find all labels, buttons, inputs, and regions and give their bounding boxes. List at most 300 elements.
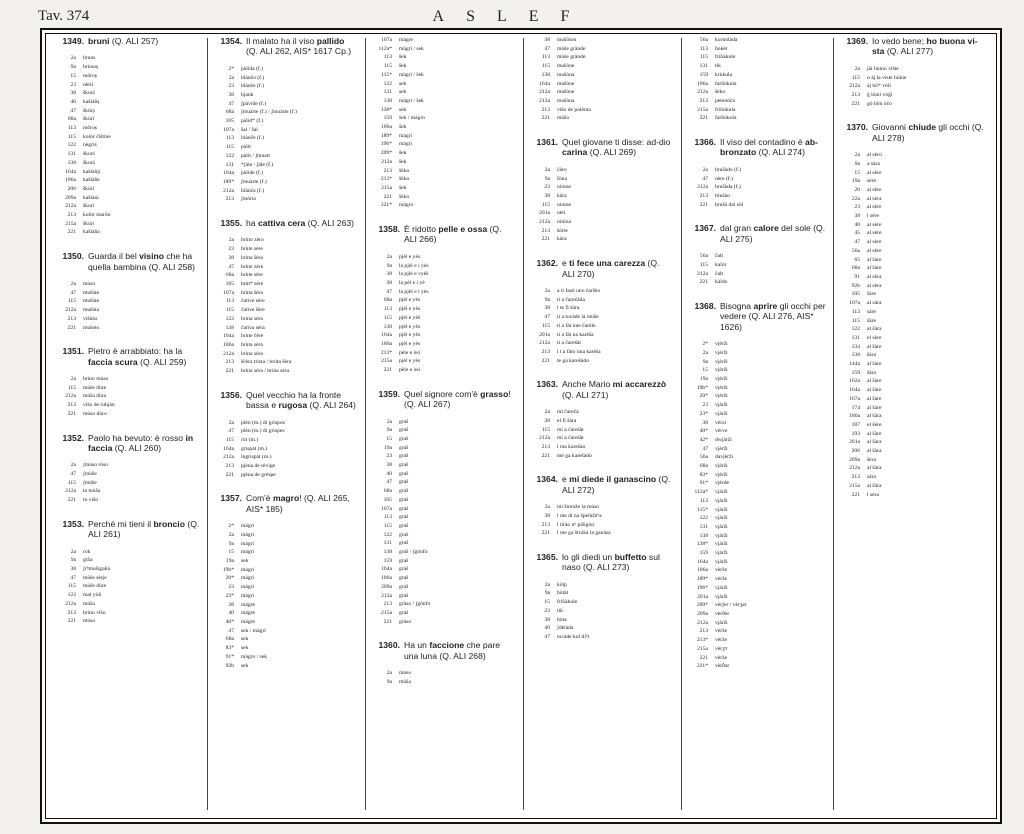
dialect-form: kolòr čištine: [83, 133, 111, 140]
location-code: 221: [67, 324, 76, 331]
entry-question: [88, 251, 200, 272]
location-code: 212a: [65, 488, 76, 495]
entry-title: [684, 223, 836, 244]
dialect-form: graš: [399, 566, 409, 573]
location-code: 2*: [228, 523, 234, 530]
question-text: Bisogna: [720, 300, 754, 311]
dialect-form: graš: [399, 583, 409, 590]
location-code: 115: [383, 522, 392, 529]
entry-question: [88, 36, 200, 46]
location-code: 221: [851, 100, 860, 107]
response-row: [526, 106, 678, 115]
dialect-form: mušùta: [83, 307, 100, 314]
location-code: 164a: [381, 566, 392, 573]
dialect-form: mušòna: [557, 97, 575, 104]
dialect-form: la pjèl e i yès: [399, 262, 429, 269]
location-code: 201a: [697, 593, 708, 600]
location-code: 215a: [697, 645, 708, 652]
dialect-form: škurś: [83, 90, 95, 97]
location-code: 193: [851, 430, 860, 437]
dialect-form: pèle e òsi: [399, 349, 421, 356]
entry-number: 1352.: [62, 432, 84, 443]
entry-question: [88, 519, 200, 540]
entry: [210, 36, 362, 204]
location-code: 2a: [228, 74, 234, 81]
location-code: 9a: [544, 175, 550, 182]
dialect-form: la pjèl e vyèš: [399, 271, 429, 278]
response-row: [368, 487, 520, 496]
response-row: [368, 340, 520, 349]
location-code: 162a: [849, 378, 860, 385]
dialect-form: šàra: [867, 352, 877, 359]
entry-title: [210, 390, 362, 411]
dialect-form: ʃpàvide (f.): [241, 100, 267, 107]
location-code: 68a: [383, 488, 392, 495]
location-code: 38: [70, 90, 76, 97]
dialect-form: graš: [399, 531, 409, 538]
dialect-form: mùša: [399, 678, 411, 685]
response-row: [836, 334, 988, 343]
location-code: 112a*: [378, 45, 392, 52]
response-row: [684, 80, 836, 89]
response-row: [52, 194, 204, 203]
response-row: [368, 62, 520, 71]
location-code: 206: [851, 448, 860, 455]
location-code: 212a: [539, 340, 550, 347]
response-row: [52, 168, 204, 177]
response-row: [368, 444, 520, 453]
location-code: 2a: [70, 55, 76, 62]
entry-responses: [368, 669, 520, 686]
location-code: 47: [544, 314, 550, 321]
response-row: [52, 176, 204, 185]
location-code: 215a: [697, 106, 708, 113]
location-code: 215a: [65, 220, 76, 227]
location-code: 221: [225, 368, 234, 375]
location-code: 20: [854, 186, 860, 193]
dialect-form: šèko: [399, 193, 410, 200]
location-code: 22a: [851, 195, 860, 202]
dialect-form: brušàda (f.): [715, 184, 741, 191]
dialect-form: vjèrži: [715, 376, 728, 383]
location-code: 131: [851, 334, 860, 341]
dialect-form: nèti: [557, 210, 566, 217]
column: [210, 36, 362, 812]
dialect-form: pjèna de rèvìge: [241, 463, 276, 470]
location-code: 201a: [849, 439, 860, 446]
location-code: 221: [699, 279, 708, 286]
dialect-form: pàlid* (f.): [241, 118, 264, 125]
entry-number: 1364.: [536, 474, 558, 485]
response-row: [52, 159, 204, 168]
keyword: ti fece una carezza: [569, 258, 646, 269]
response-row: [210, 254, 362, 263]
dialect-form: pjèl e yès: [399, 323, 421, 330]
location-code: 122: [383, 531, 392, 538]
response-row: [684, 514, 836, 523]
location-code: 9a: [70, 557, 76, 564]
response-row: [684, 445, 836, 454]
response-row: [210, 574, 362, 583]
entry-question: [404, 389, 516, 410]
dialect-form: kaštàña: [83, 229, 100, 236]
location-code: 138: [699, 532, 708, 539]
location-code: 209a: [65, 194, 76, 201]
entry-title: [210, 218, 362, 228]
response-row: [836, 473, 988, 482]
dialect-form: l me ga štrukà la ganàsa: [557, 530, 611, 537]
location-code: 15: [702, 367, 708, 374]
location-code: 19a: [851, 178, 860, 185]
response-row: [836, 299, 988, 308]
dialect-form: màgri: [241, 531, 255, 538]
entry-title: [52, 251, 204, 272]
location-code: 2a: [386, 418, 392, 425]
location-code: 68a: [225, 272, 234, 279]
question-text: Com'è: [246, 493, 273, 504]
response-row: [368, 253, 520, 262]
location-code: 115: [851, 317, 860, 324]
entry: [52, 433, 204, 505]
location-code: 189*: [380, 132, 392, 139]
dialect-form: mušùte: [83, 298, 100, 305]
location-code: 212a: [65, 393, 76, 400]
question-text: che pare una luna: [404, 640, 501, 661]
question-text: gli occhi per vedere: [720, 300, 826, 322]
dialect-form: farñòkola: [715, 115, 737, 122]
response-row: [684, 488, 836, 497]
location-code: 144a: [849, 361, 860, 368]
location-code: 164a: [223, 333, 234, 340]
location-code: 212a: [65, 203, 76, 210]
keyword: chiude: [908, 122, 937, 133]
dialect-form: ščèra trista / brùta šèra: [241, 359, 292, 366]
location-code: 221: [67, 618, 76, 625]
location-code: 113: [541, 54, 550, 61]
location-code: 38: [544, 305, 550, 312]
response-row: [836, 74, 988, 83]
location-code: 23*: [699, 410, 708, 417]
entry-number: 1356.: [220, 389, 242, 400]
keyword: grasso: [480, 388, 509, 399]
response-row: [210, 462, 362, 471]
dialect-form: al sèra: [867, 273, 882, 280]
dialect-form: čàro: [557, 166, 567, 173]
keyword: carina: [562, 147, 588, 158]
dialect-form: šàra: [867, 369, 877, 376]
response-row: [526, 209, 678, 218]
response-row: [836, 91, 988, 100]
response-row: [52, 297, 204, 306]
location-code: 2a: [70, 376, 76, 383]
response-row: [210, 445, 362, 454]
response-row: [684, 261, 836, 270]
location-code: 215a: [381, 184, 392, 191]
response-row: [210, 187, 362, 196]
location-code: 105: [383, 496, 392, 503]
dialect-form: el sère: [867, 334, 882, 341]
dialect-form: dwjàrži: [715, 436, 732, 443]
response-row: [836, 247, 988, 256]
question-text: Il viso del contadino è: [720, 137, 806, 148]
entry-number: 1368.: [694, 300, 716, 311]
location-code: 38: [702, 419, 708, 426]
location-code: 56a: [699, 37, 708, 43]
location-code: 105: [225, 280, 234, 287]
dialect-form: nère (f.): [715, 175, 734, 182]
location-code: 20*: [699, 393, 708, 400]
response-row: [684, 636, 836, 645]
entry: [526, 258, 678, 365]
entry: [836, 122, 988, 499]
dialect-form: mi a čarešàt: [557, 435, 584, 442]
dialect-form: brušàdo (f.): [715, 166, 742, 173]
dialect-form: sek: [399, 80, 407, 87]
dialect-form: krùkula: [715, 71, 733, 78]
dialect-form: šòrte: [557, 227, 568, 234]
dialect-form: ti a tocàde la mùše: [557, 314, 599, 321]
dialect-form: àj bò* vòli: [867, 83, 891, 90]
location-code: 138*: [696, 541, 708, 548]
location-code: 47: [386, 288, 392, 295]
dialect-form: pàlit / ʃmuatt: [241, 152, 270, 159]
location-code: 206: [67, 185, 76, 192]
dialect-form: mòroș: [83, 125, 97, 132]
dialect-form: vjèrži: [715, 358, 728, 365]
location-code: 212a: [849, 465, 860, 472]
dialect-form: kolòr marón: [83, 212, 111, 219]
response-row: [52, 479, 204, 488]
response-row: [368, 366, 520, 375]
dialect-form: mùše dùre: [83, 583, 107, 590]
dialect-form: mušòne: [557, 63, 575, 70]
dialect-form: al sère: [867, 239, 882, 246]
dialect-form: mi čarečà: [557, 409, 579, 416]
location-code: 9a: [544, 296, 550, 303]
dialect-form: al šàre: [867, 395, 882, 402]
dialect-form: vjàrži: [715, 410, 728, 417]
response-row: [368, 548, 520, 557]
location-code: 113: [699, 45, 708, 52]
location-code: 213: [383, 167, 392, 174]
location-code: 131: [699, 523, 708, 530]
response-row: [210, 557, 362, 566]
response-row: [684, 427, 836, 436]
response-row: [836, 317, 988, 326]
response-row: [368, 669, 520, 678]
response-row: [526, 88, 678, 97]
location-code: 213: [541, 521, 550, 528]
dialect-form: màgri / šek: [399, 97, 424, 104]
location-code: 23: [702, 402, 708, 409]
question-text: e: [562, 258, 570, 269]
dialect-form: škùrș: [83, 107, 95, 114]
response-row: [52, 461, 204, 470]
dialect-form: al šàra: [867, 482, 882, 489]
column: [526, 36, 678, 812]
response-row: [210, 453, 362, 462]
keyword: cattiva cera: [257, 218, 306, 229]
response-row: [836, 221, 988, 230]
dialect-form: šek: [399, 158, 407, 165]
response-row: [368, 583, 520, 592]
location-code: 23: [228, 584, 234, 591]
location-code: 212a: [539, 219, 550, 226]
response-row: [526, 80, 678, 89]
dialect-form: pjèl e yès: [399, 340, 421, 347]
location-code: 2a: [70, 548, 76, 555]
dialect-form: a sàra: [867, 160, 880, 167]
location-code: 115: [541, 322, 550, 329]
dialect-form: gràso: [399, 618, 412, 625]
location-code: 38: [386, 462, 392, 469]
location-code: 68a: [851, 265, 860, 272]
dialect-form: pèle e òsi: [399, 367, 421, 374]
response-row: [684, 88, 836, 97]
response-row: [52, 591, 204, 600]
dialect-form: kàldo: [715, 279, 728, 286]
response-row: [684, 201, 836, 210]
location-code: 212a: [539, 435, 550, 442]
dialect-form: vèrže: [715, 628, 728, 635]
source-reference: (Q. ALI 263): [307, 218, 354, 229]
location-code: 209*: [380, 150, 392, 157]
location-code: 164a: [849, 387, 860, 394]
source-reference: (Q. ALI 266): [404, 224, 502, 245]
response-row: [526, 633, 678, 642]
response-row: [368, 201, 520, 210]
dialect-form: mùše dùre: [83, 384, 107, 391]
response-row: [210, 74, 362, 83]
response-row: [210, 117, 362, 126]
response-row: [368, 270, 520, 279]
dialect-form: ta mùša: [83, 488, 101, 495]
response-row: [836, 177, 988, 186]
dialect-form: màgri: [241, 549, 255, 556]
dialect-form: vjàrži: [715, 558, 728, 565]
response-row: [526, 62, 678, 71]
response-row: [684, 471, 836, 480]
entry-number: 1359.: [378, 388, 400, 399]
location-code: 186a: [849, 413, 860, 420]
source-reference: (Q. ALI 259): [140, 356, 187, 367]
dialect-form: al šàre: [867, 265, 882, 272]
dialect-form: màgro / sek: [241, 653, 268, 660]
dialect-form: al sèro: [867, 152, 882, 159]
response-row: [526, 296, 678, 305]
keyword: broncio: [153, 518, 185, 529]
response-row: [368, 600, 520, 609]
dialect-form: friñòkula: [715, 106, 736, 113]
location-code: 113: [225, 135, 234, 142]
location-code: 2a: [702, 166, 708, 173]
location-code: 107a: [849, 300, 860, 307]
location-code: 2a: [70, 280, 76, 287]
location-code: 113: [383, 306, 392, 313]
keyword: visino: [139, 251, 164, 262]
dialect-form: vjàrži: [715, 550, 728, 557]
dialect-form: graš / ʃgònfo: [399, 549, 428, 556]
dialect-form: pàlida (f.): [241, 65, 264, 72]
response-row: [52, 617, 204, 626]
response-row: [368, 565, 520, 574]
location-code: 213*: [380, 349, 392, 356]
dialect-form: kornolàda: [715, 37, 738, 43]
location-code: 19b*: [222, 566, 234, 573]
dialect-form: al sère: [867, 230, 882, 237]
dialect-form: graš: [399, 505, 409, 512]
response-row: [210, 82, 362, 91]
source-reference: (Q. ALI 274): [758, 147, 806, 158]
location-code: 213*: [380, 176, 392, 183]
response-row: [526, 521, 678, 530]
question-text: ha: [246, 218, 258, 229]
location-code: 2a: [386, 670, 392, 677]
response-row: [368, 452, 520, 461]
dialect-form: brùte čère: [241, 333, 264, 340]
location-code: 107a: [381, 505, 392, 512]
dialect-form: tik: [557, 607, 563, 614]
location-code: 19a: [699, 376, 708, 383]
location-code: 92b: [225, 662, 234, 669]
dialect-form: al sère: [867, 247, 882, 254]
dialect-form: l te fì šàra: [557, 305, 580, 312]
entry-responses: [210, 522, 362, 670]
dialect-form: bruns: [83, 55, 96, 62]
location-code: 9a: [70, 64, 76, 71]
response-row: [368, 505, 520, 514]
response-row: [684, 436, 836, 445]
source-reference: (Q. ALI 265, AIS* 185): [246, 493, 350, 514]
entry-title: [368, 640, 520, 661]
location-code: 15: [854, 169, 860, 176]
keyword: calore: [753, 223, 779, 234]
location-code: 122: [225, 315, 234, 322]
dialect-form: mùso: [399, 670, 412, 677]
response-row: [210, 178, 362, 187]
location-code: 9a: [386, 427, 392, 434]
response-row: [52, 582, 204, 591]
response-row: [836, 360, 988, 369]
entry-title: [684, 137, 836, 158]
location-code: 212a: [697, 89, 708, 96]
entry-number: 1351.: [62, 346, 84, 357]
response-row: [836, 377, 988, 386]
response-row: [52, 324, 204, 333]
response-row: [684, 662, 836, 671]
location-code: 91*: [699, 480, 708, 487]
location-code: 115: [699, 54, 708, 61]
response-row: [210, 152, 362, 161]
location-code: 38: [70, 566, 76, 573]
response-row: [684, 384, 836, 393]
response-row: [52, 115, 204, 124]
location-code: 213: [67, 402, 76, 409]
keyword: buffetto: [614, 551, 647, 562]
entry-number: 1361.: [536, 137, 558, 148]
dialect-form: škùri: [83, 220, 95, 227]
response-row: [684, 270, 836, 279]
location-code: 221: [541, 236, 550, 243]
response-row: [52, 81, 204, 90]
location-code: 42*: [699, 436, 708, 443]
entry-responses: [526, 503, 678, 538]
response-row: [836, 256, 988, 265]
location-code: 212a: [697, 270, 708, 277]
response-row: [368, 71, 520, 80]
question-text: Perché mi tieni il: [88, 518, 154, 529]
source-reference: (Q. ALI 267): [404, 399, 451, 410]
